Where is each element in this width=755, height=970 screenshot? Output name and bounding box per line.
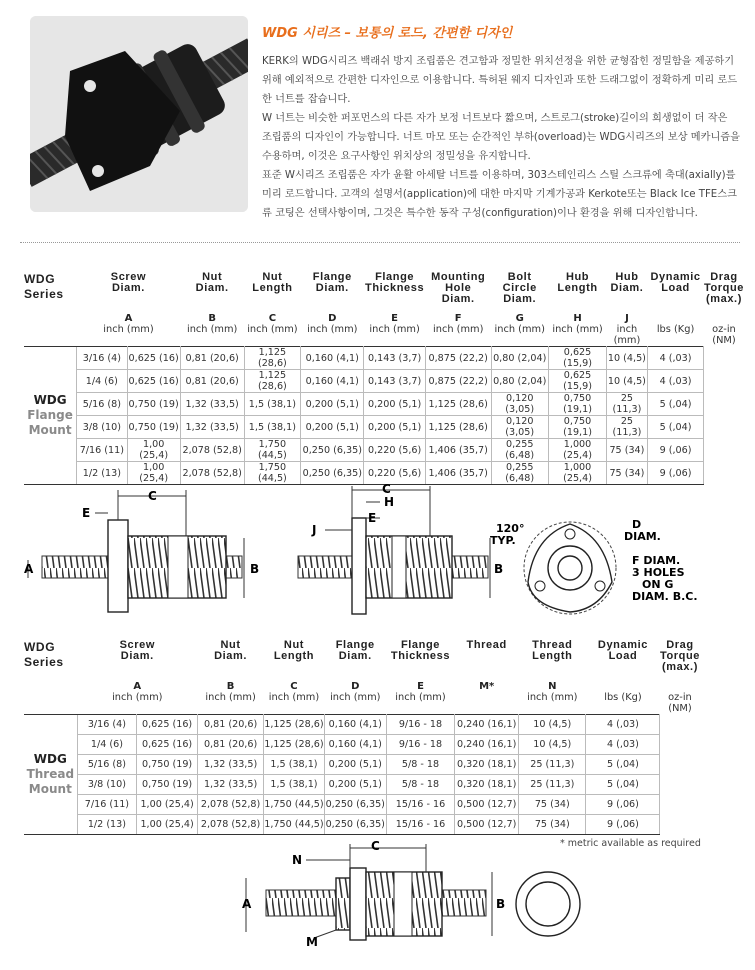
column-header-line: Drag: [710, 271, 738, 283]
series-header: [24, 272, 77, 312]
intro-paragraph: KERK의 WDG시리즈 백래쉬 방지 조립품은 견고함과 정밀한 위치선정을 위한 균형잡힌 정밀함을 제공하기 위해 예외적으로 간편한 디자인으로 이용합니다. 특허된 웨지 디자인과 또한 드래그없이 정확하게 미리 로드한 너트를 잡습니다.: [262, 56, 738, 105]
column-letter: E: [391, 312, 399, 324]
column-header-line: Length: [252, 282, 293, 294]
intro-paragraph: W 너트는 비슷한 퍼포먼스의 다른 자가 보정 너트보다 짧으며, 스트로그(stroke)길이의 희생없이 더 작은 조립품의 디자인이 가능합니다. 너트 마모 또는 순간적인 부하(overload)는 WDG시리즈의 보상 메카니즘을 수용하며, 이것은 요구사항인 위치상의 정밀성을 유지합니다.: [262, 113, 740, 162]
column-letter: A: [133, 680, 142, 692]
table-cell: 1,000 (25,4): [548, 439, 606, 462]
column-header: [244, 272, 301, 312]
column-header-line: Screw: [110, 271, 147, 283]
table-cell: 7/16 (11): [77, 794, 137, 814]
label-f-bc: DIAM. B.C.: [632, 590, 698, 603]
table-row: [24, 393, 744, 416]
table-cell: 5 (,04): [586, 774, 660, 794]
column-letter: E: [417, 680, 424, 692]
table-cell: 0,625 (16): [137, 734, 198, 754]
column-header-line: Flange: [375, 271, 415, 283]
column-header-line: Diam.: [503, 293, 537, 305]
table-cell: 3/8 (10): [77, 416, 127, 439]
label-angle: 120°: [496, 522, 525, 535]
column-unit: inch (mm): [527, 692, 578, 703]
table-cell: 9 (,06): [586, 794, 660, 814]
table-cell: 0,320 (18,1): [455, 754, 519, 774]
label-f: F DIAM.: [632, 554, 681, 567]
table-cell: 25 (11,3): [607, 416, 647, 439]
column-header-line: Length: [273, 650, 315, 662]
table-cell: 0,143 (3,7): [364, 370, 426, 393]
table-cell: 0,625 (16): [127, 370, 180, 393]
table-cell: 7/16 (11): [77, 439, 127, 462]
column-unit: inch (mm): [268, 692, 320, 703]
table-cell: 0,750 (19): [137, 754, 198, 774]
intro-paragraph: 표준 W시리즈 조립품은 자가 윤활 아세탈 너트를 이용하며, 303스테인리스 스틸 스크류에 축대(axially)를 미리 로드합니다. 고객의 설명서(application)에 대한 마지막 기계가공과 Kerkote또는 Black Ice TFE스크류 코팅은 선택사항이며, 그것은 특수한 동작 구성(configuration)이나 환경을 위해 디자인합니다.: [262, 170, 737, 219]
header-units-row: [24, 692, 700, 714]
table-cell: 10 (4,5): [607, 347, 647, 370]
table-cell: 9 (,06): [647, 439, 704, 462]
label-c: C: [371, 839, 380, 853]
column-header-line: Hole: [445, 282, 472, 294]
table-cell: 0,250 (6,35): [324, 814, 386, 834]
table-cell: 1,750 (44,5): [244, 439, 301, 462]
series-label-line: Thread: [26, 766, 75, 781]
table-cell: 1,5 (38,1): [244, 393, 301, 416]
column-header-line: Thread: [532, 639, 573, 651]
table-row: [24, 734, 700, 754]
table-cell: 0,255 (6,48): [491, 462, 548, 485]
table-cell: 0,200 (5,1): [301, 393, 364, 416]
section-divider: [20, 242, 740, 243]
table-cell: 5 (,04): [647, 393, 704, 416]
table-cell: 75 (34): [607, 462, 647, 485]
column-header-line: Dynamic: [597, 639, 648, 651]
column-header: [425, 272, 491, 312]
table-cell: 4 (,03): [586, 734, 660, 754]
table-cell: 0,120 (3,05): [491, 393, 548, 416]
section-view-flange: [298, 482, 503, 614]
column-unit: lbs (Kg): [604, 692, 642, 703]
column-unit: lbs (Kg): [656, 324, 695, 335]
thread-mount-table: [24, 640, 700, 835]
flange-mount-drawing: [20, 478, 740, 618]
table-cell: 1,125 (28,6): [425, 393, 491, 416]
column-header-line: Load: [608, 650, 638, 662]
table-cell: 0,81 (20,6): [197, 734, 263, 754]
table-cell: 0,81 (20,6): [180, 347, 244, 370]
table-cell: 1,125 (28,6): [244, 347, 301, 370]
table-cell: 0,625 (15,9): [548, 347, 606, 370]
column-header-line: Nut: [202, 271, 223, 283]
table-cell: 1,00 (25,4): [127, 462, 180, 485]
label-m: M: [306, 935, 318, 949]
table-cell: 0,750 (19,1): [548, 416, 606, 439]
label-b: B: [494, 562, 504, 576]
column-header-line: Load: [661, 282, 690, 294]
table-cell: 0,80 (2,04): [491, 370, 548, 393]
table-cell: 2,078 (52,8): [180, 462, 244, 485]
label-n: N: [292, 853, 303, 867]
column-letter: [647, 312, 704, 324]
series-label: [24, 714, 77, 834]
column-header-line: Length: [557, 282, 598, 294]
column-unit: [455, 692, 519, 714]
table-cell: 0,160 (4,1): [324, 714, 386, 734]
label-b: B: [250, 562, 260, 576]
table-cell: 10 (4,5): [519, 714, 586, 734]
table-cell: 9/16 - 18: [386, 714, 454, 734]
intro-text: [262, 52, 740, 223]
column-header-line: Thread: [466, 639, 507, 651]
table-cell: 0,200 (5,1): [364, 416, 426, 439]
column-header: [519, 640, 586, 680]
column-header: [660, 640, 700, 680]
series-label-line: Mount: [28, 423, 72, 437]
series-header-line: Series: [24, 655, 64, 669]
column-unit: inch (mm): [112, 692, 163, 703]
column-letter: H: [573, 312, 582, 324]
label-a: A: [242, 897, 252, 911]
table-cell: 0,240 (16,1): [455, 734, 519, 754]
series-header-line: WDG: [24, 272, 56, 286]
table-row: [24, 416, 744, 439]
table-cell: 4 (,03): [647, 370, 704, 393]
table-cell: 0,250 (6,35): [324, 794, 386, 814]
column-header-line: Flange: [335, 639, 375, 651]
column-header-line: Diam.: [111, 282, 145, 294]
column-header-line: Diam.: [120, 650, 154, 662]
table-cell: 1,750 (44,5): [264, 794, 325, 814]
table-cell: 1,5 (38,1): [264, 774, 325, 794]
table-cell: 1,5 (38,1): [264, 754, 325, 774]
column-header: [77, 272, 181, 312]
column-header: [704, 272, 744, 312]
table-cell: 0,320 (18,1): [455, 774, 519, 794]
column-header-line: (max.): [661, 661, 698, 673]
column-header: [301, 272, 364, 312]
table-cell: 5/8 - 18: [386, 754, 454, 774]
column-header-line: Torque: [659, 650, 700, 662]
column-header-line: Screw: [119, 639, 155, 651]
table-cell: 15/16 - 16: [386, 814, 454, 834]
column-letter: M*: [479, 680, 495, 692]
series-label-line: WDG: [33, 751, 67, 766]
table-cell: 1,125 (28,6): [244, 370, 301, 393]
table-cell: 25 (11,3): [607, 393, 647, 416]
table-cell: 10 (4,5): [607, 370, 647, 393]
column-header-line: Diam.: [441, 293, 475, 305]
table-cell: 0,750 (19): [127, 416, 180, 439]
table-cell: 1,000 (25,4): [548, 462, 606, 485]
column-letter: [586, 680, 660, 692]
column-header-line: Diam.: [195, 282, 229, 294]
label-angle-typ: TYP.: [490, 534, 516, 547]
column-header-line: Flange: [400, 639, 441, 651]
column-unit: inch (mm): [205, 692, 256, 703]
table-cell: 0,160 (4,1): [301, 370, 364, 393]
table-cell: 75 (34): [519, 794, 586, 814]
column-header-line: Diam.: [214, 650, 248, 662]
column-unit: inch (mm): [307, 324, 358, 335]
table-cell: 5/8 - 18: [386, 774, 454, 794]
side-view-flange: [24, 489, 259, 612]
table-cell: 0,81 (20,6): [197, 714, 263, 734]
table-cell: 5/16 (8): [77, 393, 127, 416]
label-e: E: [82, 506, 91, 520]
table-cell: 1,125 (28,6): [264, 714, 325, 734]
table-cell: 1,32 (33,5): [197, 754, 263, 774]
series-label: [24, 347, 77, 485]
table-cell: 25 (11,3): [519, 754, 586, 774]
column-unit: inch (mm): [247, 324, 298, 335]
column-unit: inch (mm): [186, 324, 238, 335]
column-header-line: Hub: [615, 271, 639, 283]
table-cell: 1/2 (13): [77, 814, 137, 834]
table-cell: 1,750 (44,5): [264, 814, 325, 834]
table-cell: 0,143 (3,7): [364, 347, 426, 370]
label-c: C: [148, 489, 157, 503]
column-header-line: (max.): [705, 293, 742, 305]
table-row: [24, 814, 700, 834]
column-header-line: Length: [532, 650, 573, 662]
table-cell: 0,875 (22,2): [425, 347, 491, 370]
table-cell: 3/8 (10): [77, 774, 137, 794]
column-header-line: Mounting: [431, 271, 486, 283]
table-cell: 1,406 (35,7): [425, 462, 491, 485]
table-cell: 5 (,04): [586, 754, 660, 774]
table-cell: 0,750 (19): [137, 774, 198, 794]
column-header-line: Nut: [283, 639, 305, 651]
column-unit: inch (mm): [613, 324, 641, 346]
table-cell: 1,32 (33,5): [180, 393, 244, 416]
series-label-line: Flange: [27, 408, 73, 422]
table-cell: 75 (34): [607, 439, 647, 462]
series-header-line: WDG: [24, 640, 56, 654]
table-cell: 0,160 (4,1): [324, 734, 386, 754]
table-row: [24, 714, 700, 734]
table-cell: 0,750 (19,1): [548, 393, 606, 416]
front-view-flange: [490, 518, 698, 614]
header-names-row: [24, 272, 744, 312]
table-cell: 3/16 (4): [77, 714, 137, 734]
series-label-line: WDG: [33, 393, 67, 407]
table-cell: 1,32 (33,5): [197, 774, 263, 794]
table-cell: 0,250 (6,35): [301, 439, 364, 462]
column-header-line: Nut: [220, 639, 241, 651]
column-letter: D: [328, 312, 337, 324]
column-unit: inch (mm): [103, 324, 154, 335]
table-row: [24, 754, 700, 774]
table-cell: 0,120 (3,05): [491, 416, 548, 439]
table-cell: 9 (,06): [647, 462, 704, 485]
table-cell: 0,160 (4,1): [301, 347, 364, 370]
table-cell: 0,220 (5,6): [364, 439, 426, 462]
table-cell: 1,125 (28,6): [425, 416, 491, 439]
table-cell: 3/16 (4): [77, 347, 127, 370]
table-row: [24, 439, 744, 462]
column-unit: inch (mm): [369, 324, 420, 335]
footnote: * metric available as required: [560, 838, 701, 849]
label-b: B: [496, 897, 506, 911]
label-j: J: [312, 523, 317, 537]
table-row: [24, 774, 700, 794]
column-letter: B: [208, 312, 216, 324]
table-cell: 15/16 - 16: [386, 794, 454, 814]
column-letter: D: [351, 680, 360, 692]
column-unit: inch (mm): [433, 324, 484, 335]
column-letter: J: [625, 312, 629, 324]
table-cell: 2,078 (52,8): [197, 814, 263, 834]
label-a: A: [24, 562, 34, 576]
column-header-line: Hub: [565, 271, 590, 283]
column-header-line: Torque: [703, 282, 744, 294]
table-cell: 0,500 (12,7): [455, 814, 519, 834]
column-header: [324, 640, 386, 680]
column-letter: C: [290, 680, 298, 692]
table-cell: 5 (,04): [647, 416, 704, 439]
header-names-row: [24, 640, 700, 680]
series-header-line: Series: [24, 287, 64, 301]
column-header: [264, 640, 325, 680]
table-cell: 1,00 (25,4): [137, 794, 198, 814]
column-unit: inch (mm): [552, 324, 603, 335]
table-cell: 0,81 (20,6): [180, 370, 244, 393]
series-header: [24, 640, 77, 680]
table-cell: 1,5 (38,1): [244, 416, 301, 439]
table-cell: 1/4 (6): [77, 734, 137, 754]
table-cell: 0,240 (16,1): [455, 714, 519, 734]
table-cell: 0,875 (22,2): [425, 370, 491, 393]
table-cell: 25 (11,3): [519, 774, 586, 794]
thread-mount-drawing: [236, 838, 596, 964]
column-letter: A: [124, 312, 133, 324]
column-header-line: Dynamic: [650, 271, 701, 283]
table-cell: 75 (34): [519, 814, 586, 834]
column-header-line: Nut: [262, 271, 283, 283]
table-cell: 0,625 (16): [137, 714, 198, 734]
table-cell: 1,00 (25,4): [137, 814, 198, 834]
header-letters-row: [24, 680, 700, 692]
table-cell: 4 (,03): [586, 714, 660, 734]
column-header: [364, 272, 426, 312]
label-c: C: [382, 482, 391, 496]
column-unit: oz-in (NM): [712, 324, 736, 346]
column-header-line: Thickness: [390, 650, 451, 662]
column-unit: inch (mm): [494, 324, 545, 335]
flange-mount-table: [24, 272, 744, 485]
table-cell: 1,406 (35,7): [425, 439, 491, 462]
column-unit: inch (mm): [395, 692, 446, 703]
column-unit: oz-in (NM): [668, 692, 692, 714]
table-cell: 4 (,03): [647, 347, 704, 370]
table-cell: 0,200 (5,1): [324, 774, 386, 794]
column-header-line: Circle: [502, 282, 537, 294]
column-letter: N: [548, 680, 557, 692]
label-d-diam: DIAM.: [624, 530, 661, 543]
table-cell: 0,750 (19): [127, 393, 180, 416]
column-header-line: Drag: [666, 639, 694, 651]
column-letter: [704, 312, 744, 324]
table-row: [24, 370, 744, 393]
table-cell: 0,200 (5,1): [324, 754, 386, 774]
column-letter: [660, 680, 700, 692]
end-view-inner: [526, 882, 570, 926]
column-header-line: Flange: [312, 271, 352, 283]
table-cell: 1,00 (25,4): [127, 439, 180, 462]
label-f-holes: 3 HOLES: [632, 566, 685, 579]
label-h: H: [384, 495, 395, 509]
table-cell: 1,125 (28,6): [264, 734, 325, 754]
table-cell: 5/16 (8): [77, 754, 137, 774]
table-cell: 0,80 (2,04): [491, 347, 548, 370]
table-row: [24, 347, 744, 370]
label-e: E: [368, 511, 377, 525]
column-header-line: Diam.: [610, 282, 644, 294]
table-cell: 9 (,06): [586, 814, 660, 834]
label-f-on: ON G: [642, 578, 674, 591]
table-cell: 1,750 (44,5): [244, 462, 301, 485]
table-cell: 2,078 (52,8): [197, 794, 263, 814]
table-cell: 10 (4,5): [519, 734, 586, 754]
table-cell: 9/16 - 18: [386, 734, 454, 754]
column-header-line: Diam.: [338, 650, 372, 662]
table-cell: 0,250 (6,35): [301, 462, 364, 485]
column-header: [548, 272, 606, 312]
column-letter: G: [515, 312, 524, 324]
column-header: [77, 640, 197, 680]
column-header: [647, 272, 704, 312]
table-cell: 2,078 (52,8): [180, 439, 244, 462]
table-cell: 1/4 (6): [77, 370, 127, 393]
column-header: [386, 640, 454, 680]
column-header: [180, 272, 244, 312]
series-label-line: Mount: [28, 781, 72, 796]
column-letter: B: [226, 680, 235, 692]
table-cell: 0,200 (5,1): [301, 416, 364, 439]
table-cell: 0,200 (5,1): [364, 393, 426, 416]
column-header-line: Thickness: [365, 282, 425, 294]
label-d: D: [632, 518, 642, 531]
table-cell: 0,500 (12,7): [455, 794, 519, 814]
table-cell: 1/2 (13): [77, 462, 127, 485]
column-header-line: Diam.: [315, 282, 349, 294]
product-photo: [30, 16, 248, 212]
column-letter: F: [454, 312, 462, 324]
column-header-line: Bolt: [507, 271, 532, 283]
table-row: [24, 794, 700, 814]
table-cell: 1,32 (33,5): [180, 416, 244, 439]
table-cell: 0,255 (6,48): [491, 439, 548, 462]
header-units-row: [24, 324, 744, 347]
table-cell: 0,625 (16): [127, 347, 180, 370]
column-header: [455, 640, 519, 680]
table-cell: 0,625 (15,9): [548, 370, 606, 393]
column-header: [197, 640, 263, 680]
column-letter: C: [268, 312, 277, 324]
column-header: [586, 640, 660, 680]
column-header: [607, 272, 647, 312]
table-cell: 0,220 (5,6): [364, 462, 426, 485]
column-header: [491, 272, 548, 312]
page-title: WDG 시리즈 – 보통의 로드, 간편한 디자인: [262, 26, 513, 41]
header-letters-row: [24, 312, 744, 324]
column-unit: inch (mm): [330, 692, 381, 703]
